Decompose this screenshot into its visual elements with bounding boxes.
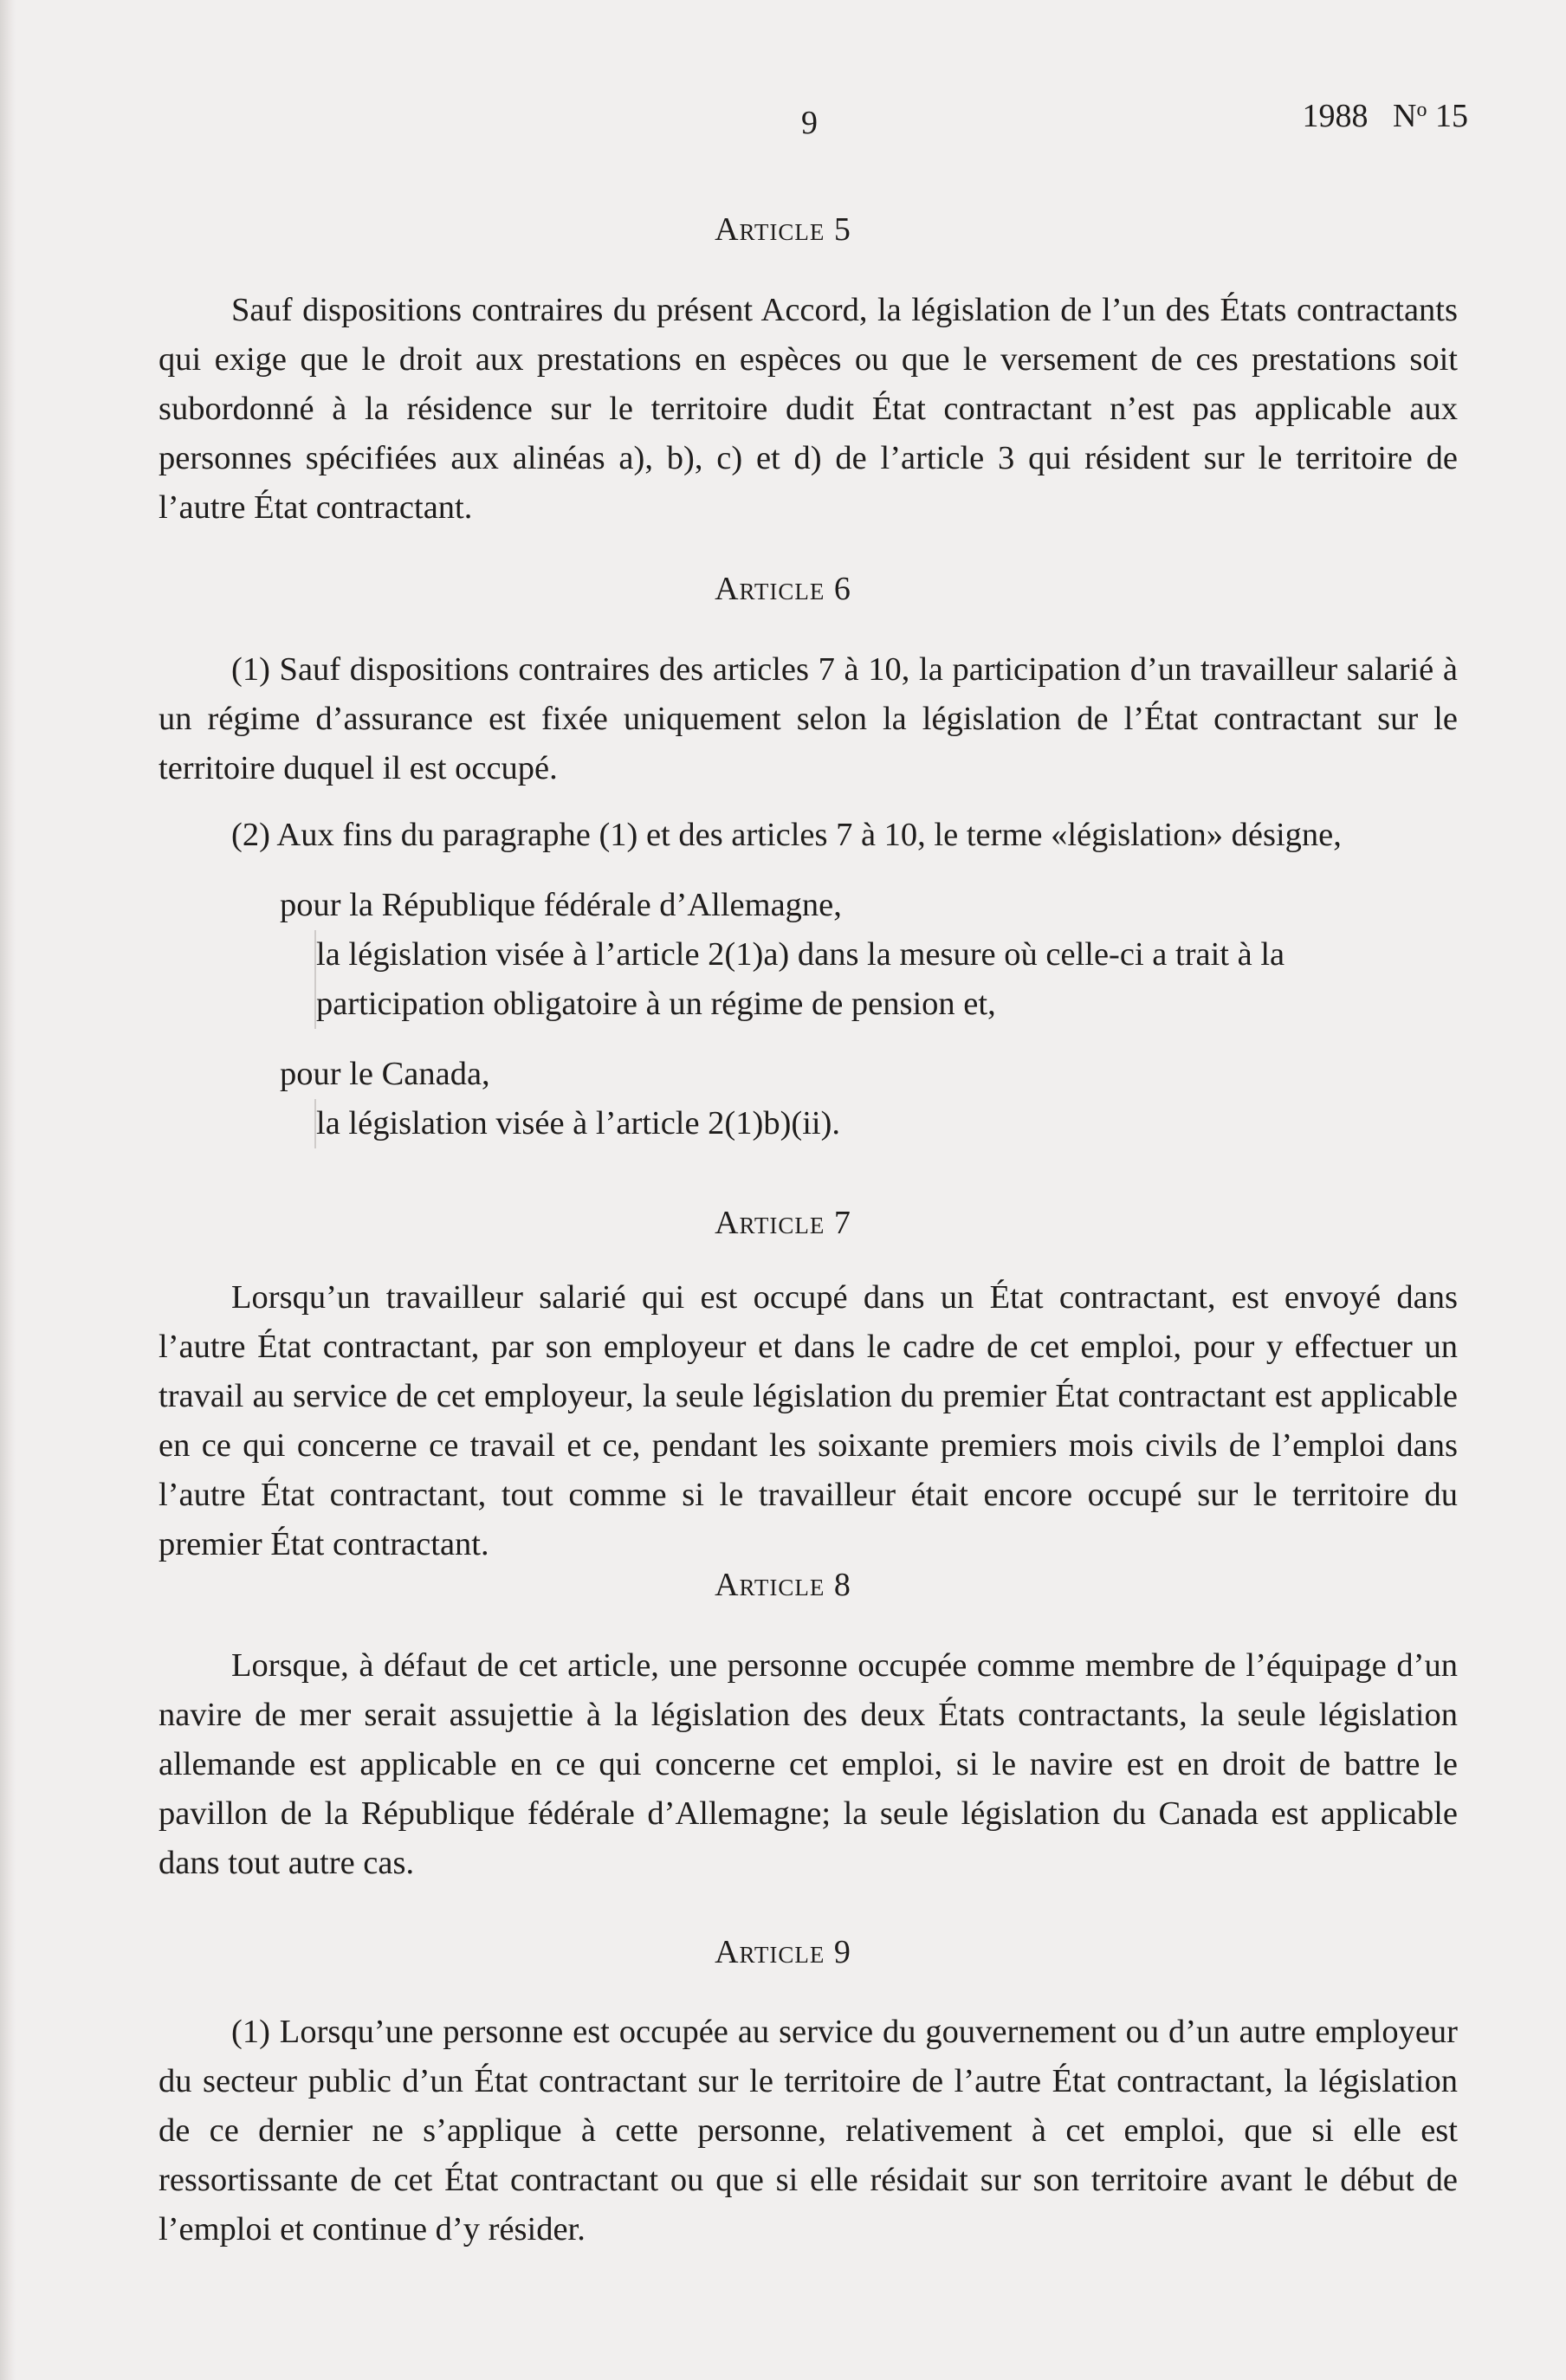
paragraph: Sauf dispositions contraires du présent Accord, la législation de l’un des États contractants qui exige que le droit aux prestations en espèces ou que le versement de ces prestations soit subordonné à la résidence sur le territoire dudit État contractant n’est pas applicable aux personnes spécifiées aux alinéas a), b), c) et d) de l’article 3 qui résident sur le territoire de l’autre État contractant. — [159, 292, 1458, 526]
issue-year: 1988 — [1302, 98, 1369, 134]
article-heading: Article 9 — [715, 1934, 851, 1970]
article-6-body — [159, 645, 1458, 1148]
article-8-body — [159, 1641, 1458, 1888]
page-header — [0, 97, 1566, 149]
issue-value: 15 — [1435, 98, 1468, 134]
paragraph: (2) Aux fins du paragraphe (1) et des articles 7 à 10, le terme «législation» désigne, — [231, 817, 1342, 853]
entry-country: pour le Canada, — [280, 1056, 490, 1092]
paragraph: Lorsqu’un travailleur salarié qui est occupé dans un État contractant, est envoyé dans l’autre État contractant, par son employeur et dans le cadre de cet emploi, pour y effectuer un travail au service de cet employeur, la seule législation du premier État contractant est applicable en ce qui concerne ce travail et ce, pendant les soixante premiers mois civils de l’emploi dans l’autre État contractant, tout comme si le travailleur était encore occupé sur le territoire du premier État contractant. — [159, 1279, 1458, 1562]
page-binding-edge — [0, 0, 16, 2380]
paragraph: Lorsque, à défaut de cet article, une personne occupée comme membre de l’équipage d’un navire de mer serait assujettie à la législation des deux États contractants, la seule législation allemande est applicable en ce qui concerne cet emploi, si le navire est en droit de battre le pavillon de la République fédérale d’Allemagne; la seule législation du Canada est applicable dans tout autre cas. — [159, 1647, 1458, 1881]
entry-text: la législation visée à l’article 2(1)a) dans la mesure où celle-ci a trait à la participation obligatoire à un régime de pension et, — [314, 930, 1458, 1029]
paragraph: (1) Sauf dispositions contraires des articles 7 à 10, la participation d’un travailleur salarié à un régime d’assurance est fixée uniquement selon la législation de l’État contractant sur le territoire duquel il est occupé. — [159, 651, 1458, 786]
paragraph: (1) Lorsqu’une personne est occupée au service du gouvernement ou d’un autre employeur du secteur public d’un État contractant sur le territoire de l’autre État contractant, la législation de ce dernier ne s’applique à cette personne, relativement à cet emploi, que si elle est ressortissante de cet État contractant ou que si elle résidait sur son territoire avant le début de l’emploi et continue d’y résider. — [159, 2014, 1458, 2247]
article-5-body — [159, 286, 1458, 533]
article-heading: Article 7 — [715, 1205, 851, 1241]
article-9-body — [159, 2008, 1458, 2254]
entry-country: pour la République fédérale d’Allemagne, — [280, 887, 842, 923]
issue-degree: o — [1416, 99, 1427, 121]
article-heading: Article 6 — [715, 571, 851, 607]
article-heading: Article 5 — [715, 211, 851, 248]
article-7-body — [159, 1273, 1458, 1569]
issue-label: N — [1393, 98, 1417, 134]
issue-number — [1303, 97, 1468, 135]
article-heading: Article 8 — [715, 1567, 851, 1603]
entry-text: la législation visée à l’article 2(1)b)(ii). — [314, 1099, 1458, 1148]
page-number: 9 — [801, 105, 818, 141]
